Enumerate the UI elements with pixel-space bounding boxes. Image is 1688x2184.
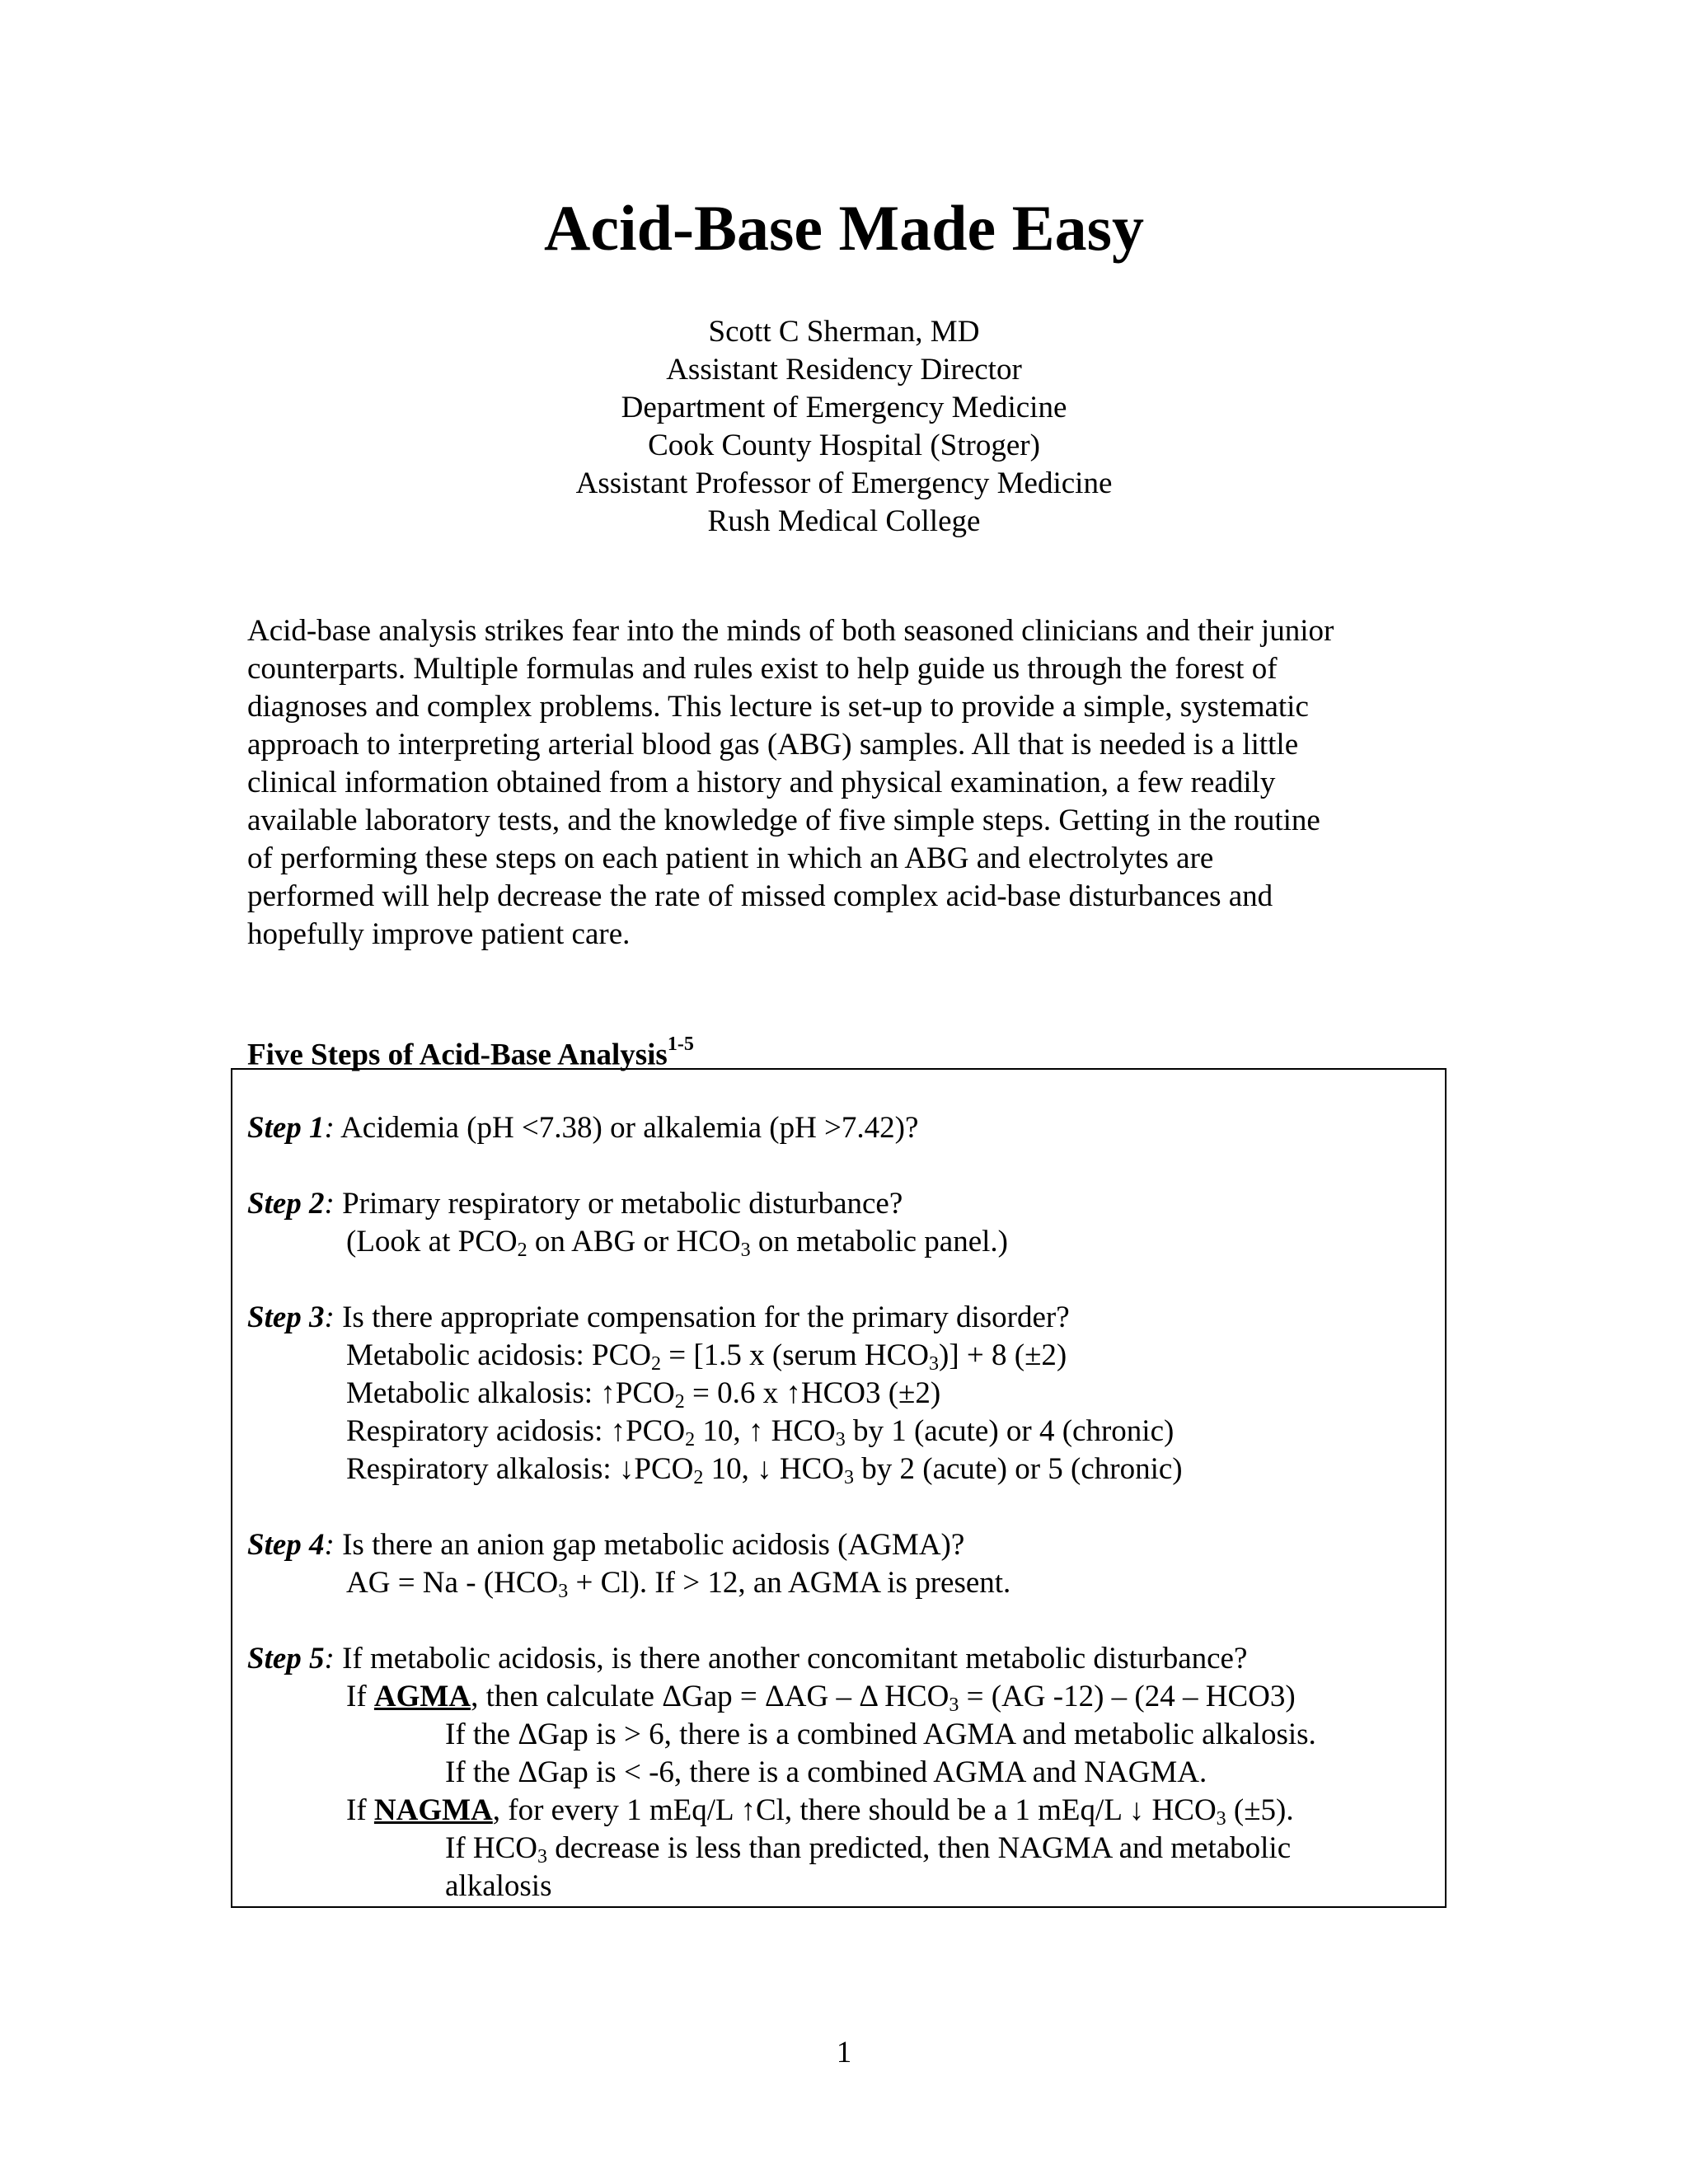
step-question: Acidemia (pH <7.38) or alkalemia (pH >7.42)? [334,1111,919,1145]
nagma-detail-cont: alkalosis [445,1869,552,1903]
page-number: 1 [836,2036,852,2069]
step-label: Step 3 [247,1301,325,1334]
step-5: Step 5: If metabolic acidosis, is there another concomitant metabolic disturbance? [247,1642,1248,1675]
intro-line: approach to interpreting arterial blood gas (ABG) samples. All that is needed is a little [247,728,1299,762]
agma-delta-gap: If AGMA, then calculate ΔGap = ΔAG – Δ $HCO_3 = (AG$ -12) – (24 – HCO3) [346,1680,1296,1716]
delta-gap-low: If the ΔGap is < -6, there is a combined AGMA and NAGMA. [445,1755,1207,1789]
agma-term: AGMA [373,1680,471,1713]
formula-metabolic-alkalosis: Metabolic alkalosis: $↑PCO_2 = 0.6$ x ↑HCO3 (±2) [346,1376,941,1413]
formula-anion-gap: AG = $Na - (HCO_3 + Cl)$. If > 12, an AGMA is present. [346,1566,1011,1602]
steps-heading-text: Five Steps of Acid-Base Analysis [247,1038,668,1072]
step-label: Step 1 [247,1111,325,1145]
step-question: Primary respiratory or metabolic disturbance? [334,1187,903,1221]
formula-respiratory-alkalosis: Respiratory alkalosis: $↓PCO_2$ 10, ↓ $HCO_3$ by 2 (acute) or 5 (chronic) [346,1452,1183,1488]
intro-paragraph [247,612,1451,954]
document-title: Acid-Base Made Easy [544,192,1144,264]
intro-line: diagnoses and complex problems. This lecture is set-up to provide a simple, systematic [247,690,1309,724]
intro-line: clinical information obtained from a history and physical examination, a few readily [247,766,1276,799]
author-block [0,313,1688,541]
author-professorship: Assistant Professor of Emergency Medicine [575,466,1113,500]
intro-line: available laboratory tests, and the knowledge of five simple steps. Getting in the routine [247,804,1320,837]
formula-respiratory-acidosis: Respiratory acidosis: $↑PCO_2$ 10, ↑ $HCO_3$ by 1 (acute) or 4 (chronic) [346,1414,1175,1451]
step-4: Step 4: Is there an anion gap metabolic acidosis (AGMA)? [247,1528,965,1562]
step-label: Step 5 [247,1642,325,1675]
author-college: Rush Medical College [707,504,981,538]
step-label: Step 2 [247,1187,325,1221]
nagma-detail: If $HCO_3$ decrease is less than predicted, then NAGMA and metabolic [445,1831,1292,1868]
intro-line: of performing these steps on each patient in which an ABG and electrolytes are [247,841,1214,875]
author-title: Assistant Residency Director [666,353,1022,387]
author-department: Department of Emergency Medicine [621,391,1067,424]
nagma-term: NAGMA [373,1793,493,1827]
formula-metabolic-acidosis: Metabolic acidosis: $PCO_2 = [1.5$ x (serum $HCO_3)] + 8$ (±2) [346,1338,1067,1375]
delta-gap-high: If the ΔGap is > 6, there is a combined AGMA and metabolic alkalosis. [445,1718,1316,1751]
author-name: Scott C Sherman, MD [708,315,980,349]
step-label: Step 4 [247,1528,325,1562]
step-1: Step 1: Acidemia (pH <7.38) or alkalemia (pH >7.42)? [247,1111,919,1145]
intro-line: performed will help decrease the rate of missed complex acid-base disturbances and [247,879,1273,913]
intro-line: Acid-base analysis strikes fear into the minds of both seasoned clinicians and their junior [247,614,1334,648]
steps-heading-citation: 1-5 [667,1033,694,1055]
nagma-rule: If NAGMA, for every 1 mEq/L ↑Cl, there should be a 1 mEq/L ↓ $HCO_3$ (±5). [346,1793,1294,1830]
intro-line: hopefully improve patient care. [247,917,631,951]
author-hospital: Cook County Hospital (Stroger) [648,429,1040,462]
step-question: Is there appropriate compensation for the primary disorder? [334,1301,1070,1334]
steps-list [247,1109,1434,1905]
step-3: Step 3: Is there appropriate compensation for the primary disorder? [247,1301,1070,1334]
step-2: Step 2: Primary respiratory or metabolic disturbance? [247,1187,903,1221]
step-question: Is there an anion gap metabolic acidosis (AGMA)? [334,1528,965,1562]
intro-line: counterparts. Multiple formulas and rules exist to help guide us through the forest of [247,652,1278,686]
step-detail: (Look at $PCO_2$ on ABG or $HCO_3$ on metabolic panel.) [346,1225,1008,1261]
step-question: If metabolic acidosis, is there another concomitant metabolic disturbance? [334,1642,1248,1675]
